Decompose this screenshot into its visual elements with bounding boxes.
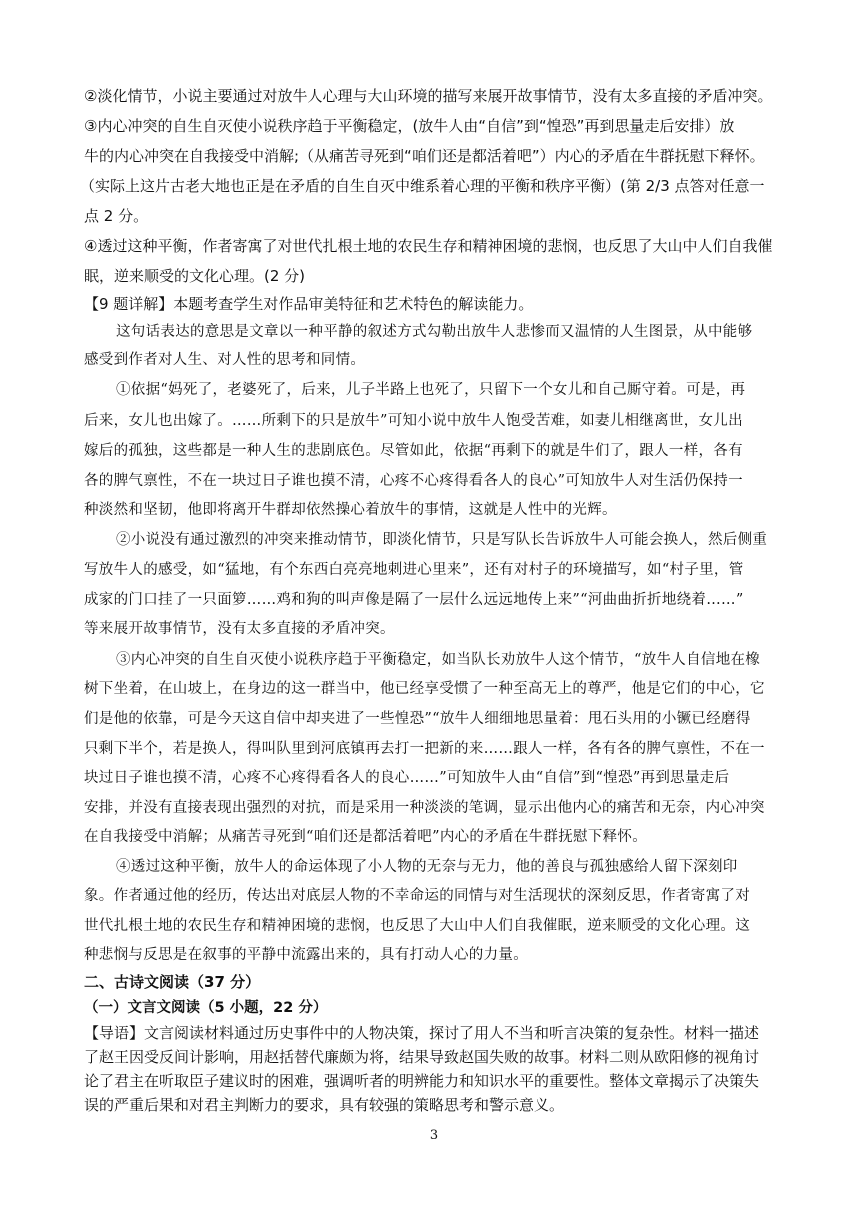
- paragraph-line: 等来展开故事情节，没有太多直接的矛盾冲突。: [84, 621, 395, 637]
- paragraph-line: 只剩下半个，若是换人，得叫队里到河底镇再去打一把新的来……跟人一样，各有各的脾气禀性，不在一: [84, 741, 765, 757]
- paragraph-line: 世代扎根土地的农民生存和精神困境的悲悯，也反思了大山中人们自我催眠，逆来顺受的文化心理。这: [84, 918, 750, 934]
- paragraph-line: ④透过这种平衡，放牛人的命运体现了小人物的无奈与无力，他的善良与孤独感给人留下深刻印: [116, 859, 738, 875]
- paragraph-line: 种淡然和坚韧，他即将离开牛群却依然操心着放牛的事情，这就是人性中的光辉。: [84, 502, 617, 518]
- paragraph-line: ③内心冲突的自生自灭使小说秩序趋于平衡稳定，如当队长劝放牛人这个情节，“放牛人自信地在橡: [116, 652, 761, 668]
- answer-line: （实际上这片古老大地也正是在矛盾的自生自灭中维系着心理的平衡和秩序平衡）(第 2/3 点答对任意一: [80, 177, 765, 195]
- answer-line: 牛的内心冲突在自我接受中消解;（从痛苦寻死到“咱们还是都活着吧”）内心的矛盾在牛群抚慰下释怀。: [84, 147, 765, 165]
- paragraph-line: 后来，女儿也出嫁了。……所剩下的只是放牛”可知小说中放牛人饱受苦难，如妻儿相继离世，女儿出: [84, 413, 743, 429]
- answer-line: ④透过这种平衡，作者寄寓了对世代扎根土地的农民生存和精神困境的悲悯，也反思了大山中人们自我催: [84, 237, 773, 255]
- paragraph-line: 安排，并没有直接表现出强烈的对抗，而是采用一种淡淡的笔调，显示出他内心的痛苦和无奈，内心冲突: [84, 800, 765, 816]
- section-subtitle: （一）文言文阅读（5 小题，22 分）: [84, 1000, 328, 1016]
- answer-line: ③内心冲突的自生自灭使小说秩序趋于平衡稳定，(放牛人由“自信”到“惶恐”再到思量走后安排）放: [84, 117, 735, 135]
- paragraph-line: 象。作者通过他的经历，传达出对底层人物的不幸命运的同情与对生活现状的深刻反思，作者寄寓了对: [84, 888, 750, 904]
- page-number: 3: [429, 1128, 439, 1143]
- paragraph-line: 这句话表达的意思是文章以一种平静的叙述方式勾勒出放牛人悲惨而又温情的人生图景，从中能够: [116, 324, 753, 340]
- answer-line: ②淡化情节，小说主要通过对放牛人心理与大山环境的描写来展开故事情节，没有太多直接的矛盾冲突。: [84, 87, 773, 105]
- paragraph-line: 嫁后的孤独，这些都是一种人生的悲剧底色。尽管如此，依据“再剩下的就是牛们了，跟人一样，各有: [84, 443, 743, 459]
- paragraph-line: 树下坐着，在山坡上，在身边的这一群当中，他已经享受惯了一种至高无上的尊严，他是它们的中心，它: [84, 681, 765, 697]
- section-title: 二、古诗文阅读（37 分）: [84, 973, 261, 991]
- paragraph-line: 块过日子谁也摸不清，心疼不心疼得看各人的良心……”可知放牛人由“自信”到“惶恐”再到思量走后: [84, 770, 730, 786]
- intro-line: 【导语】文言阅读材料通过历史事件中的人物决策，探讨了用人不当和听言决策的复杂性。材料一描述: [84, 1024, 760, 1042]
- intro-line: 论了君主在听取臣子建议时的困难，强调听者的明辨能力和知识水平的重要性。整体文章揭示了决策失: [84, 1072, 760, 1090]
- answer-line: 眠，逆来顺受的文化心理。(2 分): [84, 267, 306, 285]
- paragraph-line: 在自我接受中消解；从痛苦寻死到“咱们还是都活着吧”内心的矛盾在牛群抚慰下释怀。: [84, 829, 648, 845]
- intro-line: 误的严重后果和对君主判断力的要求，具有较强的策略思考和警示意义。: [84, 1096, 565, 1114]
- paragraph-line: 成家的门口挂了一只面箩……鸡和狗的叫声像是隔了一层什么远远地传上来”“河曲曲折折地绕着……”: [84, 592, 744, 608]
- paragraph-line: 写放牛人的感受，如“猛地，有个东西白亮亮地刺进心里来”，还有对村子的环境描写，如“村子里，管: [84, 562, 744, 578]
- paragraph-line: ②小说没有通过激烈的冲突来推动情节，即淡化情节，只是写队长告诉放牛人可能会换人，然后侧重: [116, 532, 768, 548]
- paragraph-line: 种悲悯与反思是在叙事的平静中流露出来的，具有打动人心的力量。: [84, 947, 528, 963]
- answer-line: 点 2 分。: [84, 207, 149, 225]
- paragraph-line: 各的脾气禀性，不在一块过日子谁也摸不清，心疼不心疼得看各人的良心”可知放牛人对生活仍保持一: [84, 473, 743, 489]
- paragraph-line: 们是他的依靠，可是今天这自信中却夹进了一些惶恐”“放牛人细细地思量着：甩石头用的小镢已经磨得: [84, 711, 751, 727]
- question-heading: 【9 题详解】本题考查学生对作品审美特征和艺术特色的解读能力。: [84, 295, 534, 313]
- paragraph-line: 感受到作者对人生、对人性的思考和同情。: [84, 352, 366, 368]
- intro-line: 了赵王因受反间计影响，用赵括替代廉颇为将，结果导致赵国失败的故事。材料二则从欧阳修的视角讨: [84, 1048, 760, 1066]
- paragraph-line: ①依据“妈死了，老婆死了，后来，儿子半路上也死了，只留下一个女儿和自己厮守着。可是，再: [116, 382, 746, 398]
